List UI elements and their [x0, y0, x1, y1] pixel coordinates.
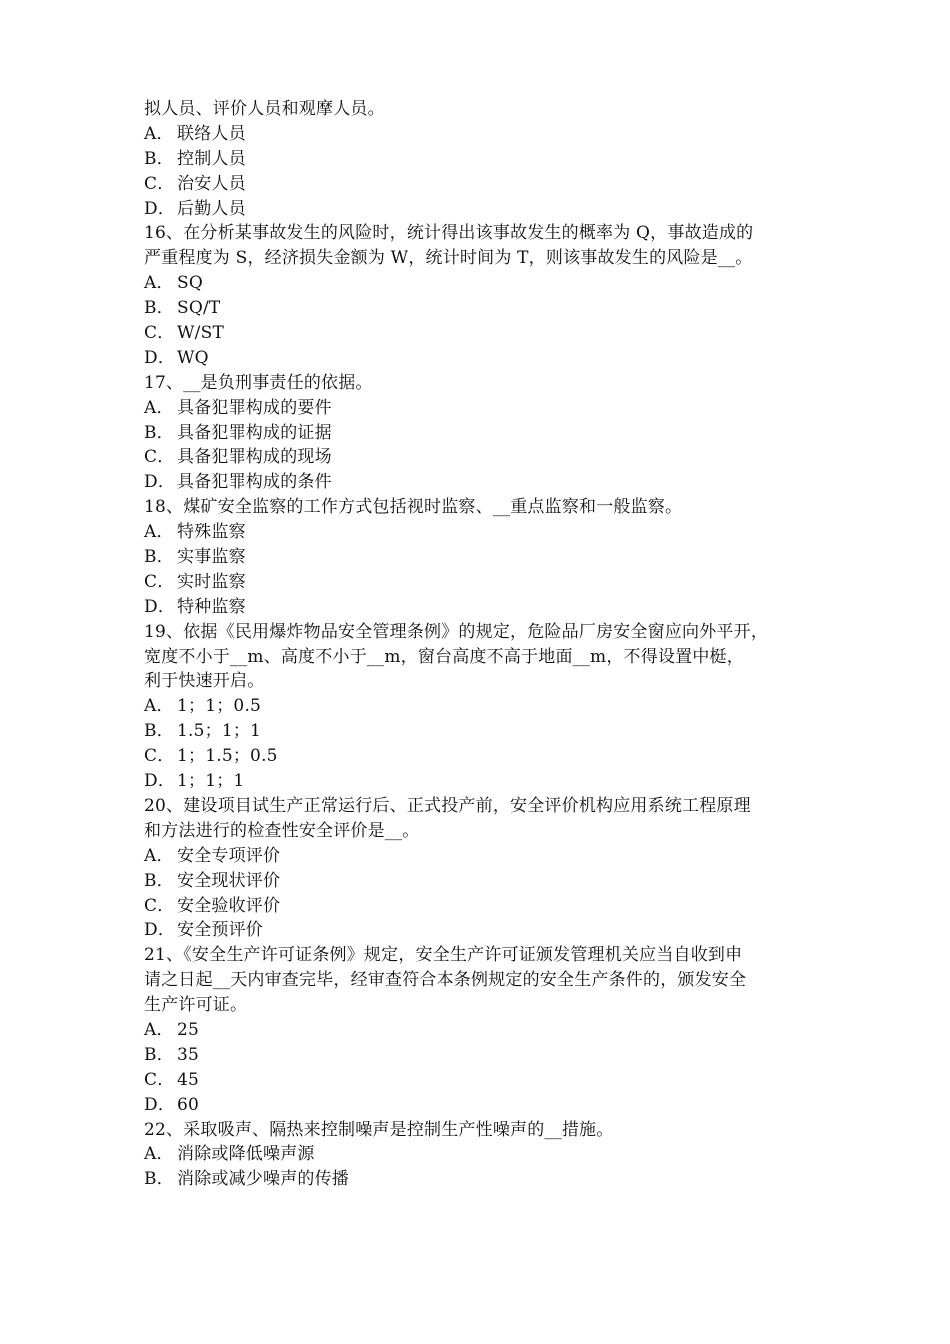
- answer-option: [144, 545, 824, 570]
- answer-option: [144, 470, 824, 495]
- option-letter: A．: [144, 123, 174, 144]
- option-text: SQ/T: [177, 298, 221, 319]
- question-text-line: 严重程度为 S，经济损失金额为 W，统计时间为 T，则该事故发生的风险是__。: [144, 248, 753, 269]
- option-text: 特殊监察: [177, 522, 246, 543]
- option-text: 安全验收评价: [177, 895, 281, 916]
- question-text-line: 22、采取吸声、隔热来控制噪声是控制生产性噪声的__措施。: [144, 1119, 614, 1140]
- option-text: W/ST: [177, 323, 224, 344]
- question-text-line: 利于快速开启。: [144, 671, 265, 692]
- question-text-line: 16、在分析某事故发生的风险时，统计得出该事故发生的概率为 Q，事故造成的: [144, 223, 754, 244]
- option-letter: D．: [144, 198, 176, 219]
- option-letter: A．: [144, 273, 174, 294]
- option-letter: C．: [144, 173, 175, 194]
- answer-option: [144, 197, 824, 222]
- option-letter: D．: [144, 596, 176, 617]
- option-text: 60: [177, 1094, 200, 1115]
- answer-option: [144, 595, 824, 620]
- option-letter: D．: [144, 771, 176, 792]
- question-text-line: 请之日起__天内审查完毕，经审查符合本条例规定的安全生产条件的，颁发安全: [144, 970, 747, 991]
- answer-option: [144, 296, 824, 321]
- option-letter: A．: [144, 397, 174, 418]
- option-letter: B．: [144, 1044, 174, 1065]
- answer-option: [144, 1167, 824, 1192]
- option-letter: C．: [144, 895, 175, 916]
- option-letter: B．: [144, 870, 174, 891]
- document-body: [144, 97, 824, 1192]
- answer-option: [144, 869, 824, 894]
- answer-option: [144, 894, 824, 919]
- answer-option: [144, 1093, 824, 1118]
- question-text-line: 生产许可证。: [144, 995, 248, 1016]
- option-text: 具备犯罪构成的要件: [177, 397, 332, 418]
- answer-option: [144, 1043, 824, 1068]
- question-text-line: 宽度不小于__m、高度不小于__m，窗台高度不高于地面__m，不得设置中梃，: [144, 646, 744, 667]
- answer-option: [144, 445, 824, 470]
- option-text: 安全专项评价: [177, 845, 281, 866]
- option-text: 安全预评价: [177, 920, 263, 941]
- option-letter: B．: [144, 1169, 174, 1190]
- option-letter: A．: [144, 845, 174, 866]
- option-text: 联络人员: [177, 123, 246, 144]
- option-text: 控制人员: [177, 148, 246, 169]
- option-text: 1；1.5；0.5: [177, 746, 278, 767]
- question-text-line: 21、《安全生产许可证条例》规定，安全生产许可证颁发管理机关应当自收到申: [144, 945, 743, 966]
- question-text-line: 17、__是负刑事责任的依据。: [144, 372, 373, 393]
- option-text: 25: [177, 1019, 200, 1040]
- answer-option: [144, 694, 824, 719]
- option-letter: C．: [144, 1069, 175, 1090]
- option-letter: D．: [144, 1094, 176, 1115]
- option-text: 安全现状评价: [177, 870, 281, 891]
- answer-option: [144, 346, 824, 371]
- answer-option: [144, 271, 824, 296]
- option-text: 具备犯罪构成的现场: [177, 447, 332, 468]
- question-text-line: 19、依据《民用爆炸物品安全管理条例》的规定，危险品厂房安全窗应向外平开，: [144, 621, 769, 642]
- answer-option: [144, 520, 824, 545]
- answer-option: [144, 719, 824, 744]
- option-text: 45: [177, 1069, 200, 1090]
- option-letter: B．: [144, 148, 174, 169]
- answer-option: [144, 172, 824, 197]
- option-letter: B．: [144, 298, 174, 319]
- option-text: WQ: [177, 347, 209, 368]
- option-text: 后勤人员: [177, 198, 246, 219]
- option-text: 1；1；1: [177, 771, 245, 792]
- option-text: 1.5；1；1: [177, 721, 262, 742]
- answer-option: [144, 321, 824, 346]
- option-text: 消除或减少噪声的传播: [177, 1169, 349, 1190]
- option-letter: C．: [144, 571, 175, 592]
- question-text-line: 20、建设项目试生产正常运行后、正式投产前，安全评价机构应用系统工程原理: [144, 795, 751, 816]
- answer-option: [144, 844, 824, 869]
- question-text-line: 18、煤矿安全监察的工作方式包括视时监察、__重点监察和一般监察。: [144, 497, 683, 518]
- answer-option: [144, 122, 824, 147]
- option-text: 具备犯罪构成的证据: [177, 422, 332, 443]
- option-letter: C．: [144, 447, 175, 468]
- option-text: 消除或降低噪声源: [177, 1144, 315, 1165]
- option-text: 治安人员: [177, 173, 246, 194]
- option-text: 35: [177, 1044, 200, 1065]
- option-letter: A．: [144, 1019, 174, 1040]
- option-letter: B．: [144, 721, 174, 742]
- option-letter: D．: [144, 920, 176, 941]
- option-letter: B．: [144, 422, 174, 443]
- option-letter: C．: [144, 323, 175, 344]
- question-text-line: 和方法进行的检查性安全评价是__。: [144, 820, 420, 841]
- answer-option: [144, 1018, 824, 1043]
- answer-option: [144, 570, 824, 595]
- answer-option: [144, 396, 824, 421]
- option-letter: A．: [144, 522, 174, 543]
- option-letter: A．: [144, 696, 174, 717]
- answer-option: [144, 421, 824, 446]
- option-letter: C．: [144, 746, 175, 767]
- option-letter: D．: [144, 472, 176, 493]
- option-text: 特种监察: [177, 596, 246, 617]
- option-letter: D．: [144, 347, 176, 368]
- question-text-line: 拟人员、评价人员和观摩人员。: [144, 99, 385, 119]
- answer-option: [144, 147, 824, 172]
- option-text: 具备犯罪构成的条件: [177, 472, 332, 493]
- answer-option: [144, 1068, 824, 1093]
- option-text: 1；1；0.5: [177, 696, 262, 717]
- option-letter: A．: [144, 1144, 174, 1165]
- option-text: 实事监察: [177, 547, 246, 568]
- option-text: 实时监察: [177, 571, 246, 592]
- answer-option: [144, 744, 824, 769]
- option-letter: B．: [144, 547, 174, 568]
- answer-option: [144, 918, 824, 943]
- answer-option: [144, 769, 824, 794]
- answer-option: [144, 1142, 824, 1167]
- option-text: SQ: [177, 273, 203, 294]
